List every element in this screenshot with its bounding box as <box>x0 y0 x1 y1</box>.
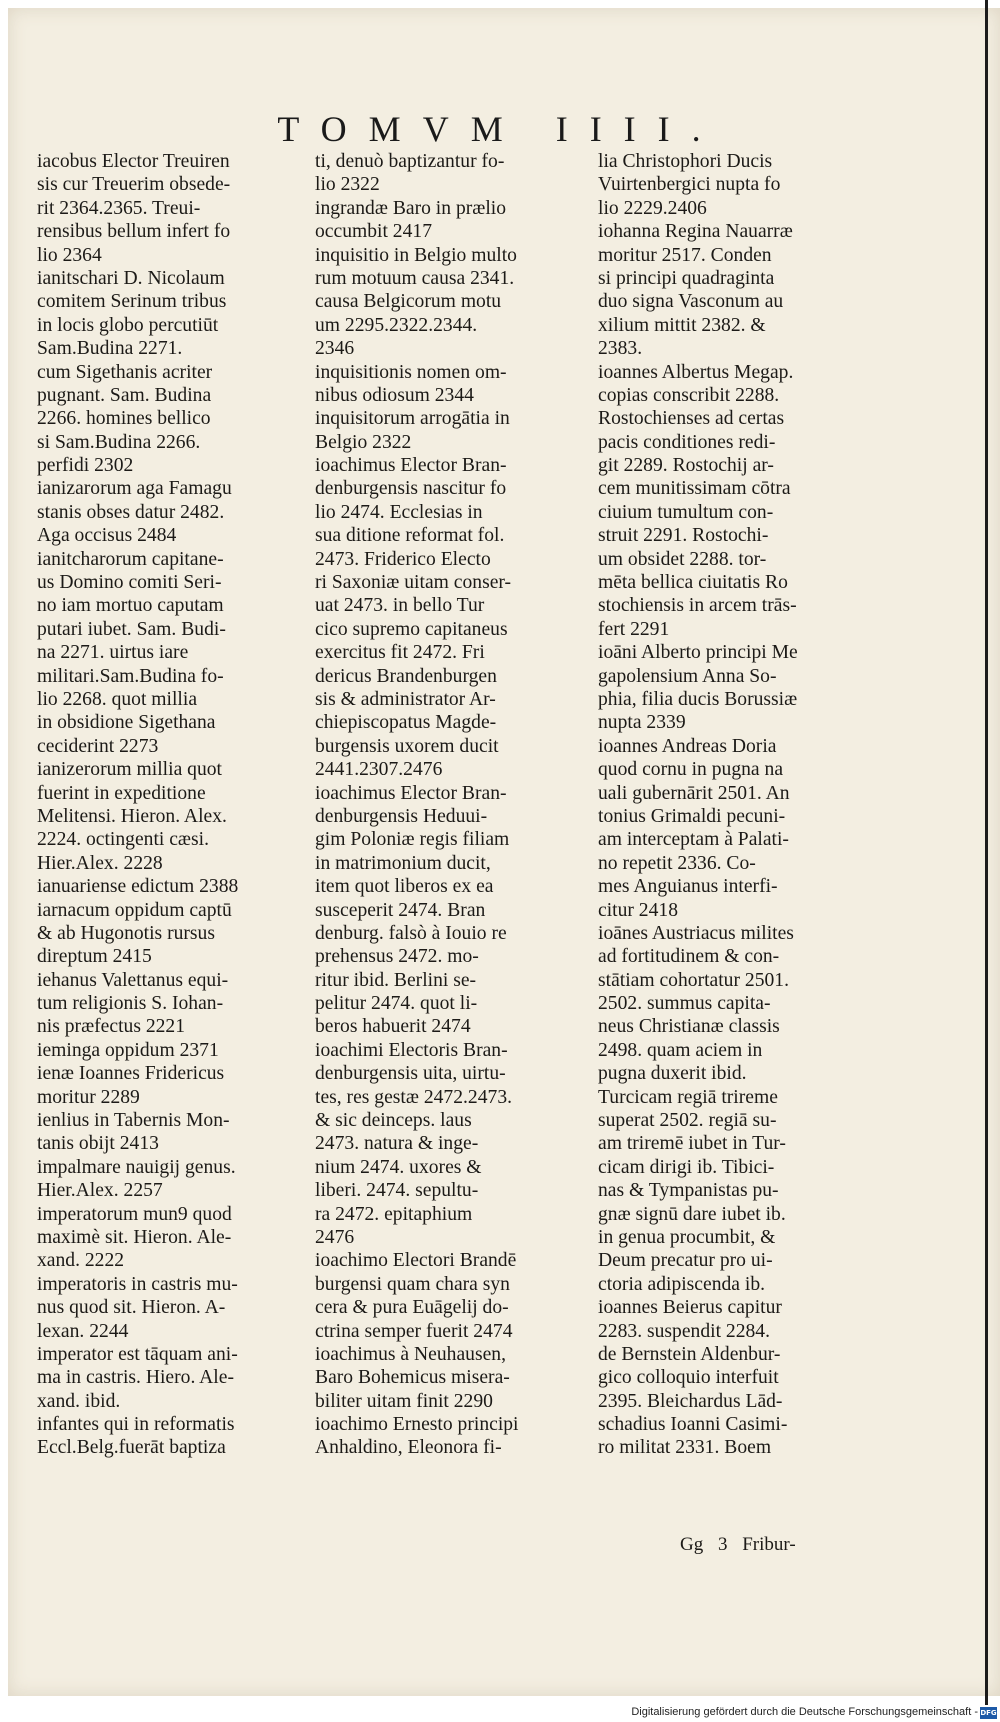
index-line: iacobus Elector Treuiren <box>37 151 230 172</box>
index-line: ioannes Andreas Doria <box>598 735 777 757</box>
index-line: rensibus bellum infert fo <box>37 221 231 243</box>
index-line: gapolensium Anna So- <box>598 665 777 687</box>
index-line: ritur ibid. Berlini se- <box>315 969 477 991</box>
index-line: inquisitio in Belgio multo <box>315 244 517 266</box>
index-line: schadius Ioanni Casimi- <box>598 1414 788 1436</box>
index-line: chiepiscopatus Magde- <box>315 712 497 734</box>
index-line: denburgensis uita, uirtu- <box>315 1063 506 1085</box>
signature-mark: Gg 3 <box>680 1534 728 1555</box>
index-line: 2473. Friderico Electo <box>315 548 491 570</box>
index-line: sis & administrator Ar- <box>315 688 496 710</box>
index-line: ra 2472. epitaphium <box>315 1203 473 1225</box>
index-line: occumbit 2417 <box>315 221 432 243</box>
index-line: perfidi 2302 <box>37 455 134 477</box>
index-line: inquisitorum arrogātia in <box>315 408 510 430</box>
index-line: lio 2322 <box>315 174 380 196</box>
index-line: Baro Bohemicus misera- <box>315 1367 510 1389</box>
index-line: & ab Hugonotis rursus <box>37 922 215 944</box>
index-line: uat 2473. in bello Tur <box>315 595 485 617</box>
index-line: cicam dirigi ib. Tibici- <box>598 1156 775 1178</box>
index-line: Hier.Alex. 2257 <box>37 1180 163 1202</box>
index-line: ctoria adipiscenda ib. <box>598 1273 766 1295</box>
index-line: 2476 <box>315 1226 355 1248</box>
index-line: 2441.2307.2476 <box>315 759 443 781</box>
index-line: Sam.Budina 2271. <box>37 338 183 360</box>
index-line: iohanna Regina Nauarræ <box>598 221 793 243</box>
index-line: duo signa Vasconum au <box>598 291 784 313</box>
index-line: nus quod sit. Hieron. A- <box>37 1297 226 1319</box>
index-line: nium 2474. uxores & <box>315 1156 482 1178</box>
index-line: Anhaldino, Eleonora fi- <box>315 1437 502 1459</box>
index-line: liberi. 2474. sepultu- <box>315 1180 479 1202</box>
index-line: um obsidet 2288. tor- <box>598 548 767 570</box>
index-line: burgensis uxorem ducit <box>315 735 499 757</box>
index-line: fert 2291 <box>598 618 670 640</box>
index-line: Aga occisus 2484 <box>37 525 177 547</box>
index-line: Vuirtenbergici nupta fo <box>598 174 781 196</box>
index-line: struit 2291. Rostochi- <box>598 525 769 547</box>
index-line: citur 2418 <box>598 899 678 921</box>
index-line: susceperit 2474. Bran <box>315 899 486 921</box>
dfg-logo: DFG <box>980 1709 997 1717</box>
index-line: in matrimonium ducit, <box>315 852 491 874</box>
index-column-middle <box>315 150 594 1460</box>
index-line: sua ditione reformat fol. <box>315 525 505 547</box>
index-line: ienæ Ioannes Fridericus <box>37 1063 225 1085</box>
index-line: ioannes Albertus Megap. <box>598 361 794 383</box>
index-line: pelitur 2474. quot li- <box>315 993 478 1015</box>
index-line: gnæ signū dare iubet ib. <box>598 1203 786 1225</box>
index-line: ad fortitudinem & con- <box>598 946 780 968</box>
index-line: gico colloquio interfuit <box>598 1367 779 1389</box>
index-line: ceciderint 2273 <box>37 735 159 757</box>
index-column-left <box>37 150 311 1460</box>
index-line: 2383. <box>598 338 643 360</box>
index-line: lio 2474. Ecclesias in <box>315 501 483 523</box>
index-line: lio 2268. quot millia <box>37 688 198 710</box>
index-line: inquisitionis nomen om- <box>315 361 507 383</box>
index-column-right <box>598 150 886 1460</box>
index-line: phia, filia ducis Borussiæ <box>598 688 798 710</box>
index-line: no repetit 2336. Co- <box>598 852 756 874</box>
index-line: tanis obijt 2413 <box>37 1133 159 1155</box>
index-line: lio 2229.2406 <box>598 197 707 219</box>
index-line: Hier.Alex. 2228 <box>37 852 163 874</box>
index-line: stochiensis in arcem trās- <box>598 595 797 617</box>
index-line: nupta 2339 <box>598 712 686 734</box>
index-line: ti, denuò baptizantur fo- <box>315 151 505 172</box>
index-line: item quot liberos ex ea <box>315 876 494 898</box>
index-line: iehanus Valettanus equi- <box>37 969 229 991</box>
index-line: um 2295.2322.2344. <box>315 314 478 336</box>
index-line: ioāni Alberto principi Me <box>598 642 798 664</box>
index-line: sis cur Treuerim obsede- <box>37 174 231 196</box>
index-line: ioachimo Electori Brandē <box>315 1250 517 1272</box>
index-line: dericus Brandenburgen <box>315 665 497 687</box>
index-line: Eccl.Belg.fuerāt baptiza <box>37 1437 226 1459</box>
index-line: 2266. homines bellico <box>37 408 211 430</box>
index-line: lexan. 2244 <box>37 1320 129 1342</box>
index-line: xand. ibid. <box>37 1390 121 1412</box>
index-line: rit 2364.2365. Treui- <box>37 197 201 219</box>
index-line: imperatorum mun9 quod <box>37 1203 232 1225</box>
index-line: exercitus fit 2472. Fri <box>315 642 485 664</box>
index-line: ioachimus Elector Bran- <box>315 782 507 804</box>
index-line: cem munitissimam cōtra <box>598 478 791 500</box>
index-line: & sic deinceps. laus <box>315 1110 472 1132</box>
index-line: biliter uitam finit 2290 <box>315 1390 493 1412</box>
index-line: git 2289. Rostochij ar- <box>598 455 774 477</box>
index-line: si principi quadraginta <box>598 267 775 289</box>
index-line: direptum 2415 <box>37 946 152 968</box>
index-line: cera & pura Euāgelij do- <box>315 1297 509 1319</box>
index-line: Belgio 2322 <box>315 431 412 453</box>
index-line: cum Sigethanis acriter <box>37 361 213 383</box>
index-line: 2498. quam aciem in <box>598 1039 763 1061</box>
index-line: ctrina semper fuerit 2474 <box>315 1320 513 1342</box>
index-line: am triremē iubet in Tur- <box>598 1133 786 1155</box>
index-line: superat 2502. regiā su- <box>598 1110 777 1132</box>
index-line: tum religionis S. Iohan- <box>37 993 224 1015</box>
index-line: 2395. Bleichardus Lād- <box>598 1390 783 1412</box>
index-line: Rostochienses ad certas <box>598 408 785 430</box>
index-line: ioannes Beierus capitur <box>598 1297 782 1319</box>
index-line: ioachimus Elector Bran- <box>315 455 507 477</box>
index-line: ienlius in Tabernis Mon- <box>37 1110 230 1132</box>
index-line: ciuium tumultum con- <box>598 501 774 523</box>
index-line: denburgensis Heduui- <box>315 805 488 827</box>
index-line: 2502. summus capita- <box>598 993 771 1015</box>
index-line: causa Belgicorum motu <box>315 291 502 313</box>
index-line: am interceptam à Palati- <box>598 829 789 851</box>
index-line: ioachimus à Neuhausen, <box>315 1343 506 1365</box>
index-line: prehensus 2472. mo- <box>315 946 479 968</box>
index-line: de Bernstein Aldenbur- <box>598 1343 781 1365</box>
index-line: mēta bellica ciuitatis Ro <box>598 572 788 594</box>
index-line: stātiam cohortatur 2501. <box>598 969 789 991</box>
index-line: infantes qui in reformatis <box>37 1414 235 1436</box>
index-line: ieminga oppidum 2371 <box>37 1039 219 1061</box>
index-line: uali gubernārit 2501. An <box>598 782 790 804</box>
index-line: Deum precatur pro ui- <box>598 1250 773 1272</box>
index-line: copias conscribit 2288. <box>598 384 780 406</box>
index-line: nis præfectus 2221 <box>37 1016 186 1038</box>
index-line: in genua procumbit, & <box>598 1226 776 1248</box>
index-line: maximè sit. Hieron. Ale- <box>37 1226 232 1248</box>
index-line: militari.Sam.Budina fo- <box>37 665 224 687</box>
index-line: nibus odiosum 2344 <box>315 384 474 406</box>
index-line: impalmare nauigij genus. <box>37 1156 236 1178</box>
index-line: ianitschari D. Nicolaum <box>37 267 225 289</box>
index-line: na 2271. uirtus iare <box>37 642 189 664</box>
index-line: rum motuum causa 2341. <box>315 267 515 289</box>
index-line: quod cornu in pugna na <box>598 759 784 781</box>
page-header: TOMVM IIII. <box>277 109 723 149</box>
index-line: 2283. suspendit 2284. <box>598 1320 770 1342</box>
index-line: us Domino comiti Seri- <box>37 572 222 594</box>
index-line: putari iubet. Sam. Budi- <box>37 618 226 640</box>
index-line: iarnacum oppidum captū <box>37 899 232 921</box>
page-edge-line <box>985 0 988 1705</box>
index-line: pugnant. Sam. Budina <box>37 384 212 406</box>
index-line: si Sam.Budina 2266. <box>37 431 201 453</box>
index-line: ioānes Austriacus milites <box>598 922 794 944</box>
index-line: neus Christianæ classis <box>598 1016 780 1038</box>
index-line: mes Anguianus interfi- <box>598 876 778 898</box>
index-line: nas & Tympanistas pu- <box>598 1180 779 1202</box>
index-line: 2473. natura & inge- <box>315 1133 479 1155</box>
index-line: fuerint in expeditione <box>37 782 206 804</box>
index-line: lio 2364 <box>37 244 102 266</box>
index-line: ianizarorum aga Famagu <box>37 478 232 500</box>
catchword: Fribur- <box>742 1534 796 1555</box>
page-footer <box>680 1534 796 1556</box>
index-line: stanis obses datur 2482. <box>37 501 225 523</box>
index-line: ianitcharorum capitane- <box>37 548 224 570</box>
index-line: tes, res gestæ 2472.2473. <box>315 1086 513 1108</box>
index-line: ianuariense edictum 2388 <box>37 876 239 898</box>
index-line: xilium mittit 2382. & <box>598 314 766 336</box>
index-line: pacis conditiones redi- <box>598 431 776 453</box>
index-line: 2346 <box>315 338 355 360</box>
index-line: tonius Grimaldi pecuni- <box>598 805 786 827</box>
index-line: ioachimo Ernesto principi <box>315 1414 519 1436</box>
index-line: ro militat 2331. Boem <box>598 1437 772 1459</box>
index-line: comitem Serinum tribus <box>37 291 227 313</box>
index-line: in obsidione Sigethana <box>37 712 216 734</box>
index-line: cico supremo capitaneus <box>315 618 508 640</box>
index-line: gim Poloniæ regis filiam <box>315 829 510 851</box>
index-line: 2224. octingenti cæsi. <box>37 829 209 851</box>
index-line: ioachimi Electoris Bran- <box>315 1039 508 1061</box>
index-line: ma in castris. Hiero. Ale- <box>37 1367 234 1389</box>
index-line: denburg. falsò à Iouio re <box>315 922 507 944</box>
index-line: lia Christophori Ducis <box>598 151 773 172</box>
index-line: ianizerorum millia quot <box>37 759 223 781</box>
index-line: imperatoris in castris mu- <box>37 1273 238 1295</box>
index-line: Melitensi. Hieron. Alex. <box>37 805 227 827</box>
index-line: ri Saxoniæ uitam conser- <box>315 572 512 594</box>
index-line: moritur 2289 <box>37 1086 140 1108</box>
index-line: imperator est tāquam ani- <box>37 1343 238 1365</box>
acknowledgement-text: Digitalisierung gefördert durch die Deutsche Forschungsgemeinschaft - <box>631 1706 978 1718</box>
index-line: no iam mortuo caputam <box>37 595 224 617</box>
index-line: Turcicam regiā trireme <box>598 1086 778 1108</box>
index-line: ingrandæ Baro in prælio <box>315 197 507 219</box>
index-line: xand. 2222 <box>37 1250 125 1272</box>
index-line: moritur 2517. Conden <box>598 244 772 266</box>
index-line: beros habuerit 2474 <box>315 1016 471 1038</box>
index-line: denburgensis nascitur fo <box>315 478 507 500</box>
index-line: pugna duxerit ibid. <box>598 1063 747 1085</box>
index-line: burgensi quam chara syn <box>315 1273 510 1295</box>
index-line: in locis globo percutiūt <box>37 314 219 336</box>
